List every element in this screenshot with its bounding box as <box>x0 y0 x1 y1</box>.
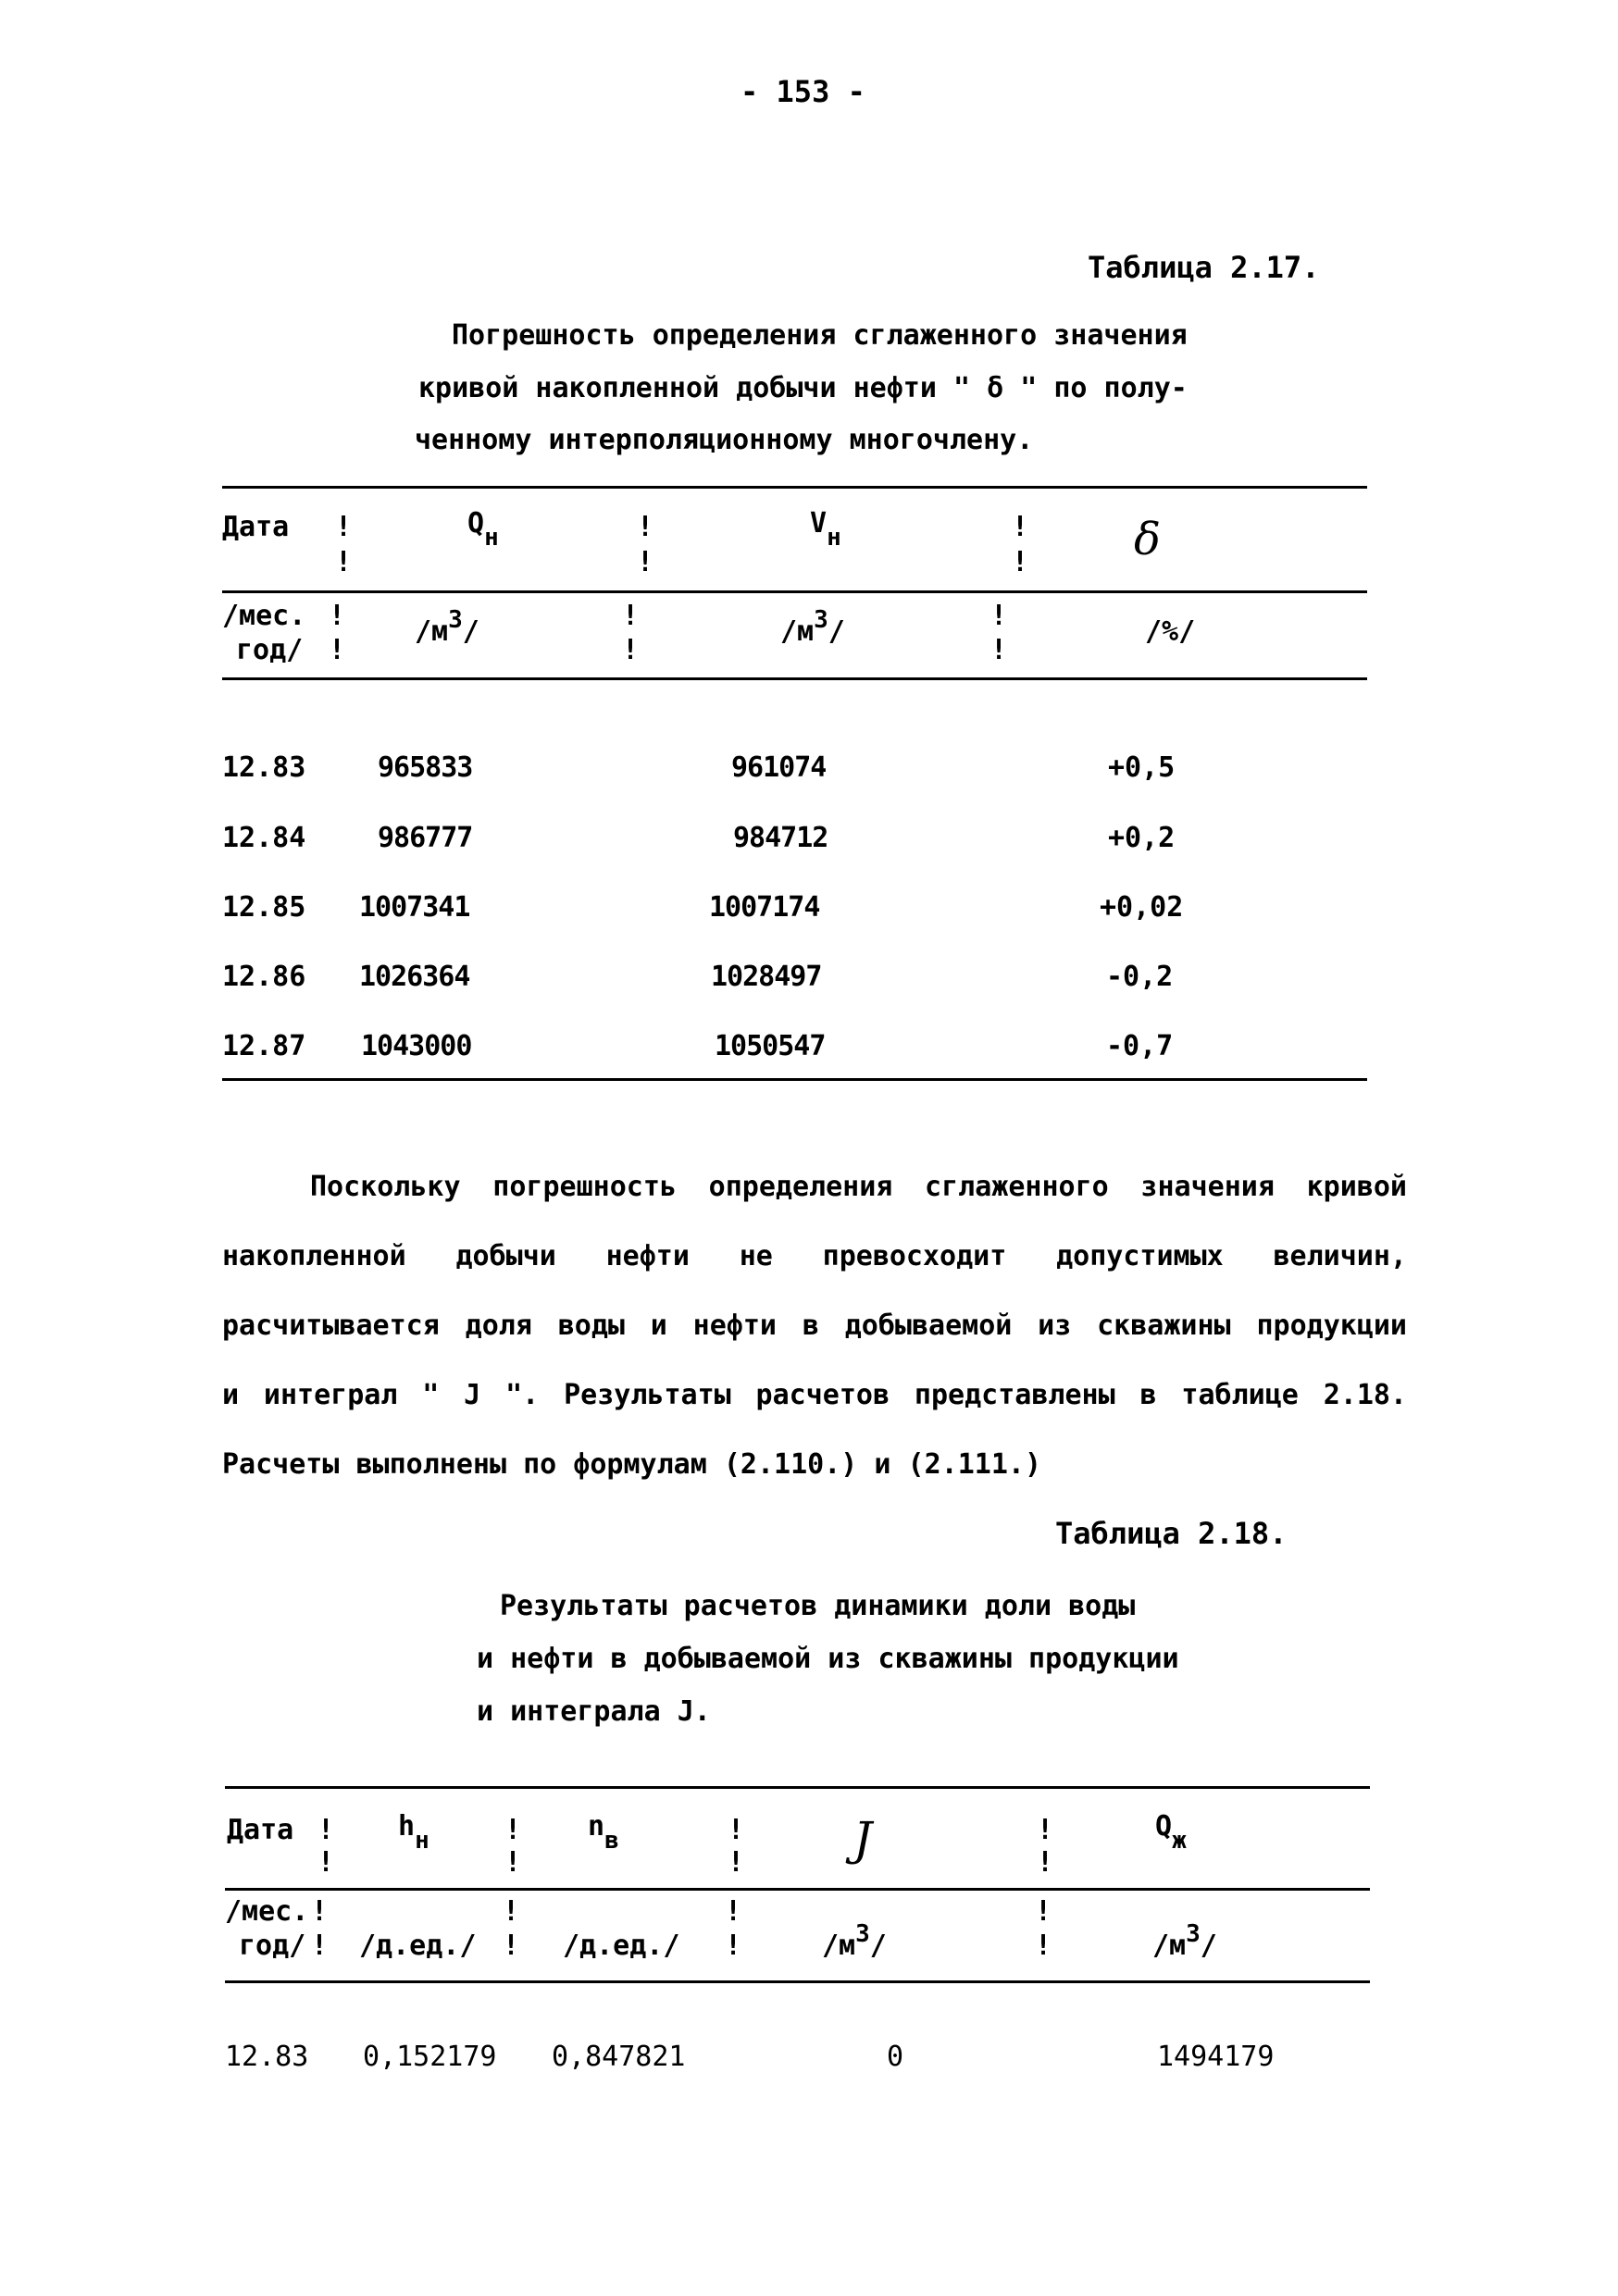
table-rule-top <box>225 1786 1370 1789</box>
cell-date: 12.84 <box>222 822 306 854</box>
separator: ! <box>335 546 353 578</box>
separator: ! <box>311 1930 329 1962</box>
table-rule-bottom <box>222 1078 1367 1081</box>
table-rule-mid <box>225 1888 1370 1891</box>
qn-symbol: Q <box>467 507 485 540</box>
unit-qz <box>1152 1920 1217 1962</box>
separator: ! <box>503 1930 520 1962</box>
table-rule-header-bottom <box>225 1980 1370 1983</box>
cell-delta: -0,7 <box>1106 1030 1174 1062</box>
cell-nv: 0,847821 <box>552 2041 686 2073</box>
paragraph-line: Поскольку погрешность определения сглаженного значения кривой <box>310 1171 1407 1203</box>
table-rule-top <box>222 486 1367 489</box>
caption-line: и интеграла J. <box>477 1695 711 1728</box>
col-header-delta: δ <box>1134 514 1161 565</box>
unit-j <box>822 1920 887 1962</box>
cell-qn: 1026364 <box>359 961 470 993</box>
vn-subscript: н <box>827 524 841 552</box>
separator: ! <box>311 1895 329 1928</box>
separator: ! <box>637 511 654 543</box>
cell-qn: 965833 <box>378 751 473 784</box>
unit-nv: /д.ед./ <box>563 1930 680 1962</box>
cell-date: 12.86 <box>222 961 306 993</box>
unit-date-line1: /мес. <box>225 1895 309 1928</box>
unit-superscript: 3 <box>814 606 828 634</box>
caption-line: и нефти в добываемой из скважины продукции <box>477 1643 1179 1675</box>
cell-date: 12.87 <box>222 1030 306 1062</box>
qn-subscript: н <box>484 524 499 552</box>
caption-line: кривой накопленной добычи нефти " δ " по полу- <box>418 372 1188 404</box>
hn-symbol: h <box>398 1810 416 1843</box>
separator: ! <box>504 1814 522 1846</box>
separator: ! <box>622 600 640 632</box>
cell-delta: -0,2 <box>1106 961 1174 993</box>
cell-delta: +0,5 <box>1108 751 1176 784</box>
separator: ! <box>1037 1846 1054 1879</box>
unit-text: /м <box>822 1930 856 1962</box>
separator: ! <box>329 634 346 666</box>
cell-qn: 1043000 <box>361 1030 472 1062</box>
separator: ! <box>335 511 353 543</box>
separator: ! <box>622 634 640 666</box>
unit-text: /м <box>415 615 449 648</box>
caption-line: Результаты расчетов динамики доли воды <box>500 1590 1136 1622</box>
unit-text: / <box>828 615 845 648</box>
separator: ! <box>317 1814 335 1846</box>
paragraph-line: накопленной добычи нефти не превосходит допустимых величин, <box>222 1240 1407 1272</box>
separator: ! <box>1035 1930 1052 1962</box>
cell-qn: 986777 <box>378 822 473 854</box>
separator: ! <box>725 1930 742 1962</box>
separator: ! <box>725 1895 742 1928</box>
unit-date-line2: год/ <box>239 1930 306 1962</box>
separator: ! <box>503 1895 520 1928</box>
qz-symbol: Q <box>1155 1810 1173 1843</box>
separator: ! <box>1037 1814 1054 1846</box>
col-header-qz <box>1155 1810 1187 1855</box>
caption-line: ченному интерполяционному многочлену. <box>415 424 1034 456</box>
col-header-nv <box>588 1810 619 1855</box>
cell-date: 12.85 <box>222 891 306 924</box>
separator: ! <box>990 600 1008 632</box>
vn-symbol: V <box>810 507 828 540</box>
caption-line: Погрешность определения сглаженного значения <box>452 319 1188 352</box>
unit-date-line2: год/ <box>236 634 304 666</box>
paragraph-line: расчитывается доля воды и нефти в добываемой из скважины продукции <box>222 1309 1407 1342</box>
cell-vn: 984712 <box>733 822 828 854</box>
unit-text: /м <box>1152 1930 1187 1962</box>
unit-superscript: 3 <box>855 1920 870 1948</box>
unit-text: / <box>869 1930 887 1962</box>
separator: ! <box>990 634 1008 666</box>
cell-delta: +0,2 <box>1108 822 1176 854</box>
table-2-17-label: Таблица 2.17. <box>1088 250 1320 285</box>
unit-percent: /%/ <box>1145 615 1196 648</box>
cell-qn: 1007341 <box>359 891 470 924</box>
cell-delta: +0,02 <box>1100 891 1184 924</box>
unit-text: / <box>462 615 479 648</box>
separator: ! <box>1035 1895 1052 1928</box>
cell-date: 12.83 <box>222 751 306 784</box>
col-header-date: Дата <box>222 511 290 543</box>
unit-text: /м <box>780 615 815 648</box>
separator: ! <box>1012 511 1029 543</box>
separator: ! <box>329 600 346 632</box>
table-rule-mid <box>222 590 1367 593</box>
col-header-vn <box>810 507 841 552</box>
unit-text: / <box>1200 1930 1217 1962</box>
paragraph-line: и интеграл " J ". Результаты расчетов представлены в таблице 2.18. <box>222 1379 1407 1411</box>
separator: ! <box>317 1846 335 1879</box>
col-header-hn <box>398 1810 429 1855</box>
separator: ! <box>728 1846 745 1879</box>
col-header-qn <box>467 507 499 552</box>
unit-superscript: 3 <box>1186 1920 1201 1948</box>
cell-vn: 1050547 <box>715 1030 826 1062</box>
cell-date: 12.83 <box>225 2041 309 2073</box>
table-rule-header-bottom <box>222 677 1367 680</box>
separator: ! <box>728 1814 745 1846</box>
unit-hn: /д.ед./ <box>359 1930 477 1962</box>
unit-date-line1: /мес. <box>222 600 306 632</box>
hn-subscript: н <box>415 1827 429 1855</box>
unit-qn <box>415 606 479 648</box>
cell-vn: 1007174 <box>709 891 820 924</box>
page-number: - 153 - <box>741 74 865 109</box>
table-2-18-label: Таблица 2.18. <box>1055 1516 1288 1551</box>
separator: ! <box>1012 546 1029 578</box>
cell-qz: 1494179 <box>1157 2041 1275 2073</box>
nv-subscript: в <box>604 1827 619 1855</box>
cell-hn: 0,152179 <box>363 2041 497 2073</box>
unit-superscript: 3 <box>448 606 463 634</box>
separator: ! <box>504 1846 522 1879</box>
cell-vn: 961074 <box>731 751 827 784</box>
paragraph-line: Расчеты выполнены по формулам (2.110.) и (2.111.) <box>222 1448 1042 1481</box>
col-header-j: J <box>853 1812 873 1866</box>
cell-vn: 1028497 <box>711 961 822 993</box>
qz-subscript: ж <box>1172 1827 1187 1855</box>
col-header-date: Дата <box>227 1814 294 1846</box>
unit-vn <box>780 606 845 648</box>
cell-j: 0 <box>887 2041 904 2073</box>
nv-symbol: n <box>588 1810 605 1843</box>
separator: ! <box>637 546 654 578</box>
